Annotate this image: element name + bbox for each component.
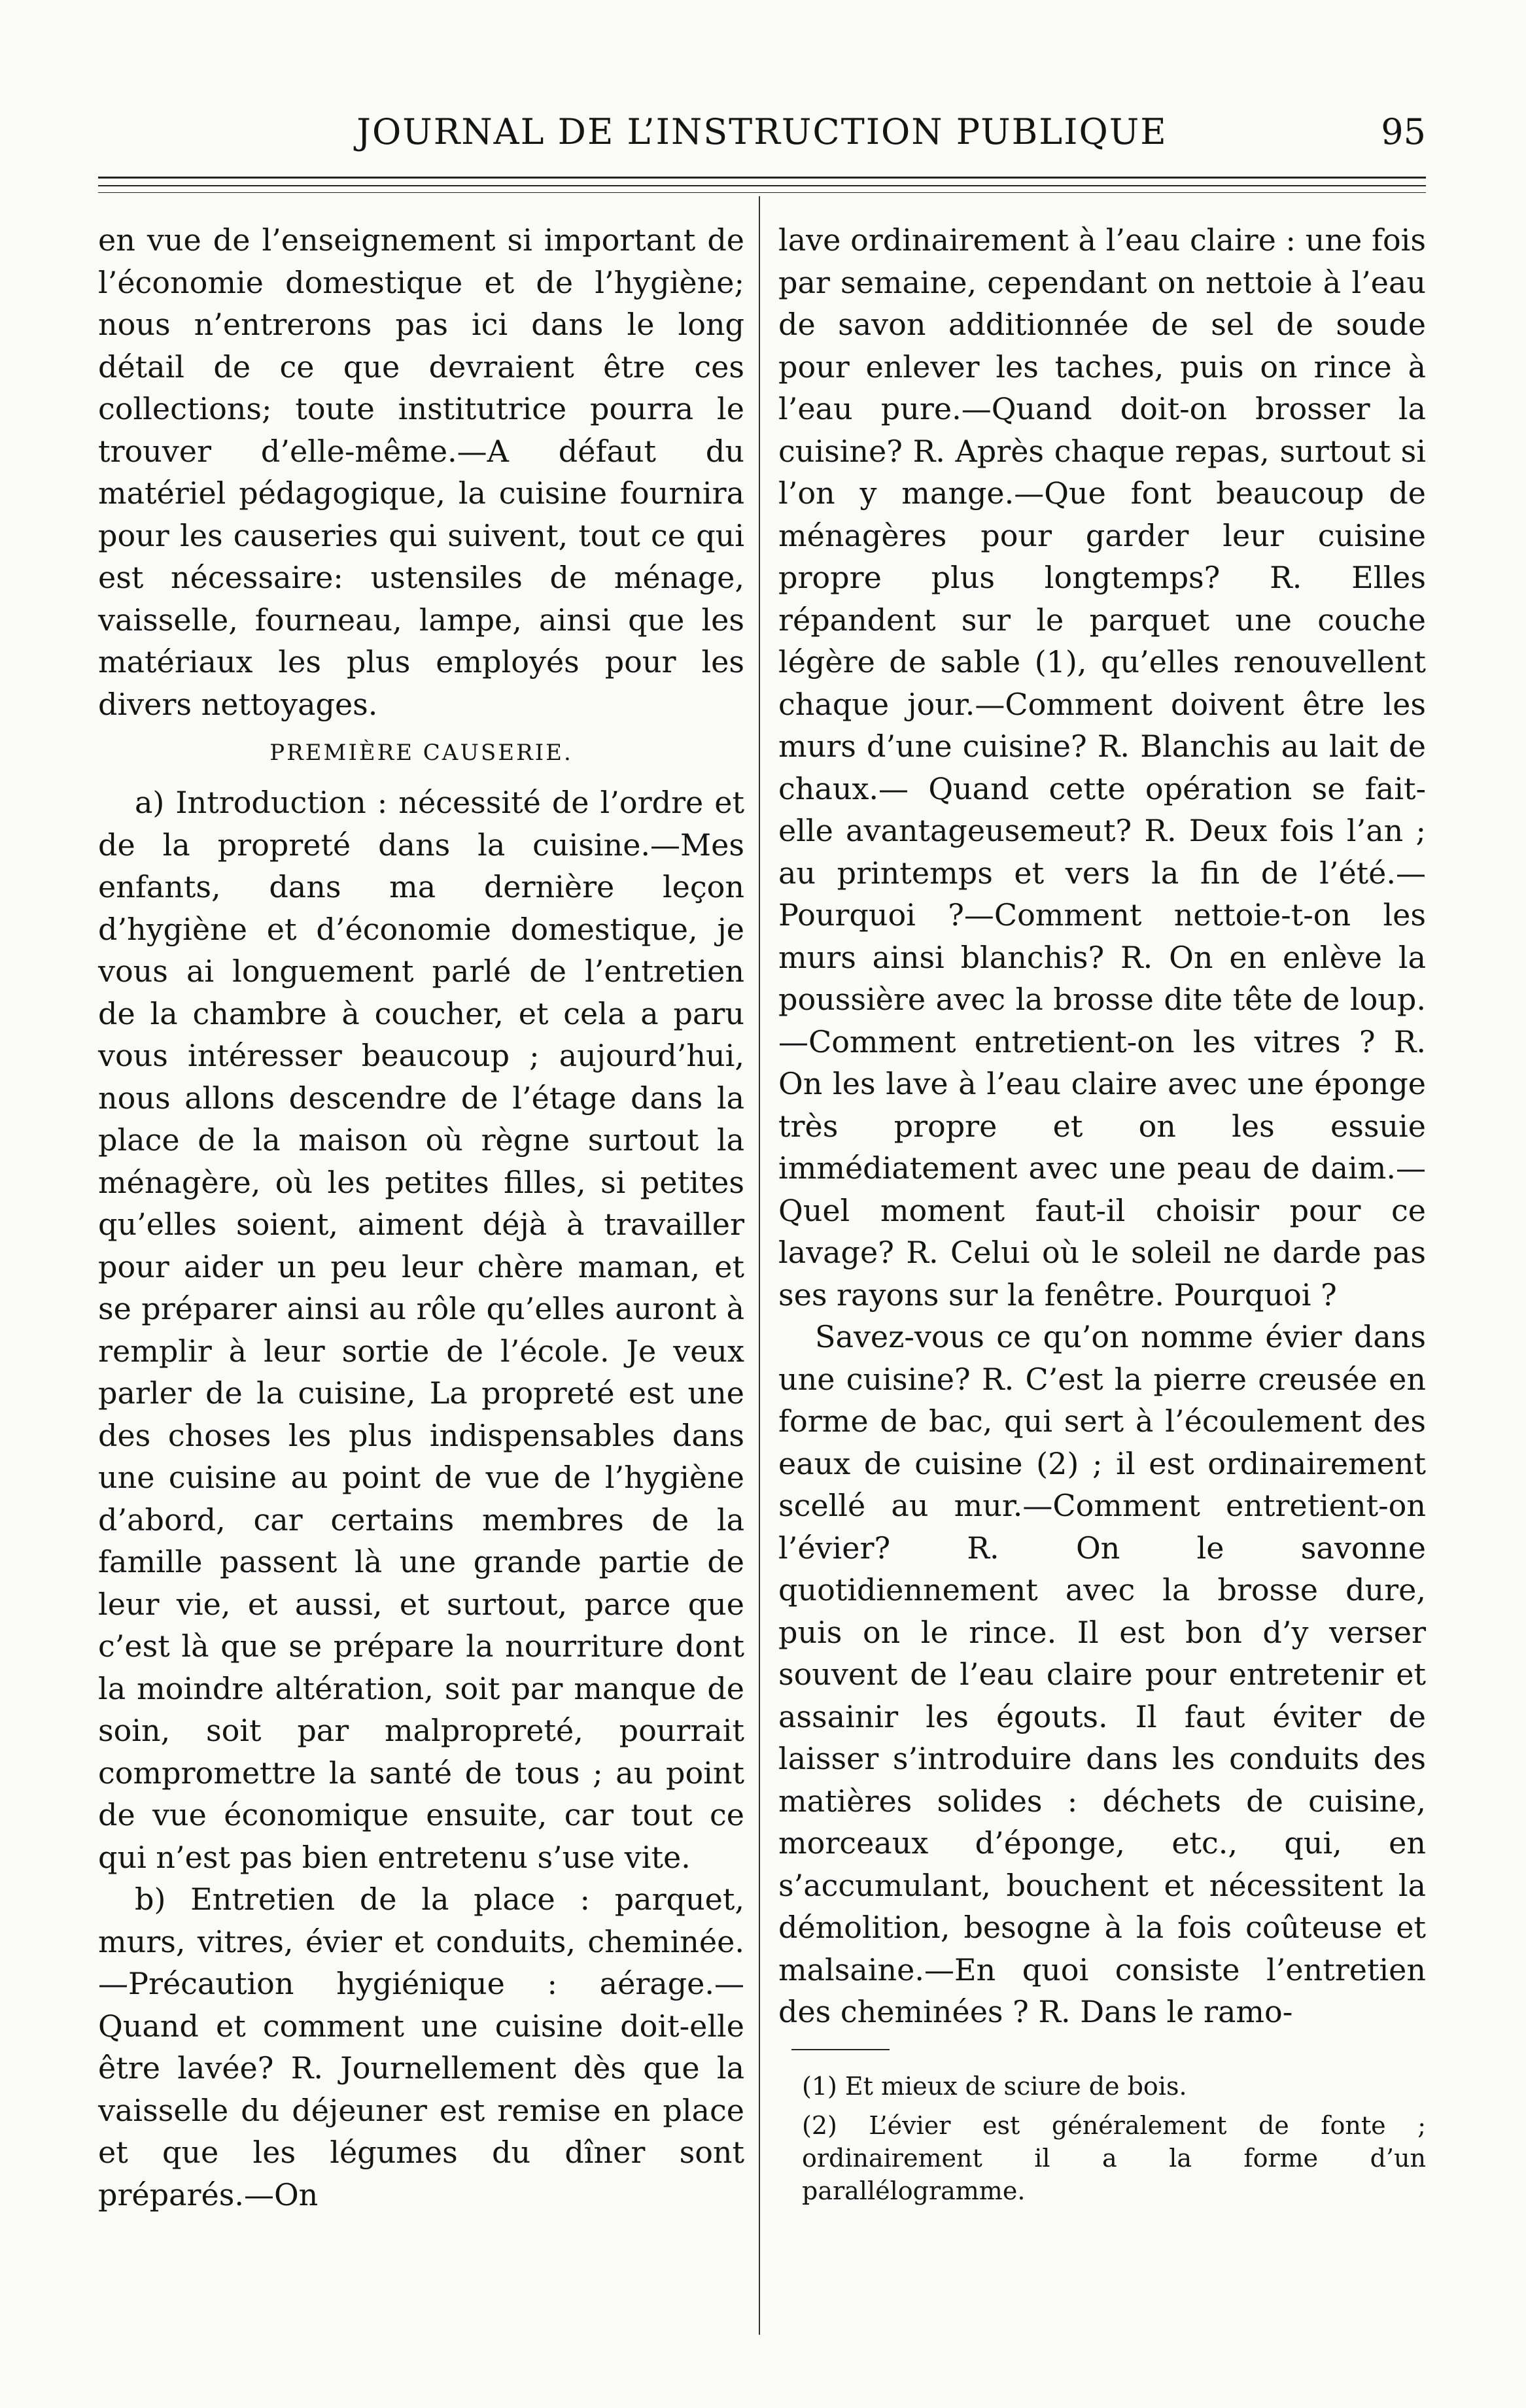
- right-paragraph-lavage: lave ordinairement à l’eau claire : une fois par semaine, cependant on nettoie à l’eau de savon additionnée de sel de soude pour enlever les taches, puis on rince à l’eau pure.—Quand doit-on brosser la cuisine? R. Après chaque repas, surtout si l’on y mange.—Que font beaucoup de ménagères pour garder leur cuisine propre plus longtemps? R. Elles répandent sur le parquet une couche légère de sable (1), qu’elles renouvellent chaque jour.—Comment doivent être les murs d’une cuisine? R. Blanchis au lait de chaux.— Quand cette opération se fait-elle avantageusemeut? R. Deux fois l’an ; au printemps et vers la fin de l’été.—Pourquoi ?—Comment nettoie-t-on les murs ainsi blanchis? R. On en enlève la poussière avec la brosse dite tête de loup.—Comment entretient-on les vitres ? R. On les lave à l’eau claire avec une éponge très propre et on les essuie immédiatement avec une peau de daim.—Quel moment faut-il choisir pour ce lavage? R. Celui où le soleil ne darde pas ses rayons sur la fenêtre. Pourquoi ?: [778, 222, 1426, 1313]
- page-header: [98, 111, 1426, 163]
- section-heading: PREMIÈRE CAUSERIE.: [269, 740, 573, 766]
- column-divider: [759, 196, 760, 2335]
- header-rule-thin: [98, 192, 1426, 193]
- left-column: [98, 219, 744, 2216]
- header-rule-thick: [98, 177, 1426, 179]
- footnote-1: (1) Et mieux de sciure de bois.: [802, 2071, 1187, 2101]
- footnote-rule: [791, 2049, 890, 2050]
- right-column: [778, 219, 1426, 2214]
- page-number: 95: [1381, 111, 1426, 152]
- journal-title: JOURNAL DE L’INSTRUCTION PUBLIQUE: [356, 111, 1168, 152]
- left-paragraph-entretien: b) Entretien de la place : parquet, murs, vitres, évier et conduits, cheminée. —Précaution hygiénique : aérage.—Quand et comment une cuisine doit-elle être lavée? R. Journellement dès que la vaisselle du déjeuner est remise en place et que les légumes du dîner sont préparés.—On: [98, 1882, 744, 2212]
- right-paragraph-evier: Savez-vous ce qu’on nomme évier dans une cuisine? R. C’est la pierre creusée en forme de bac, qui sert à l’écoulement des eaux de cuisine (2) ; il est ordinairement scellé au mur.—Comment entretient-on l’évier? R. On le savonne quotidiennement avec la brosse dure, puis on le rince. Il est bon d’y verser souvent de l’eau claire pour entretenir et assainir les égouts. Il faut éviter de laisser s’introduire dans les conduits des matières solides : déchets de cuisine, morceaux d’éponge, etc., qui, en s’accumulant, bouchent et nécessitent la démolition, besogne à la fois coûteuse et malsaine.—En quoi consiste l’entretien des cheminées ? R. Dans le ramo-: [778, 1319, 1426, 2029]
- left-paragraph-intro: en vue de l’enseignement si important de l’économie domestique et de l’hygiène; nous n’entrerons pas ici dans le long détail de ce que devraient être ces collections; toute institutrice pourra le trouver d’elle-même.—A défaut du matériel pédagogique, la cuisine fournira pour les causeries qui suivent, tout ce qui est nécessaire: ustensiles de ménage, vaisselle, fourneau, lampe, ainsi que les matériaux les plus employés pour les divers nettoyages.: [98, 222, 744, 722]
- left-paragraph-introduction: a) Introduction : nécessité de l’ordre et de la propreté dans la cuisine.—Mes enfants, dans ma dernière leçon d’hygiène et d’économie domestique, je vous ai longuement parlé de l’entretien de la chambre à coucher, et cela a paru vous intéresser beaucoup ; aujourd’hui, nous allons descendre de l’étage dans la place de la maison où règne surtout la ménagère, où les petites filles, si petites qu’elles soient, aiment déjà à travailler pour aider un peu leur chère maman, et se préparer ainsi au rôle qu’elles auront à remplir à leur sortie de l’école. Je veux parler de la cuisine, La propreté est une des choses les plus indispensables dans une cuisine au point de vue de l’hygiène d’abord, car certains membres de la famille passent là une grande partie de leur vie, et aussi, et surtout, parce que c’est là que se prépare la nourriture dont la moindre altération, soit par manque de soin, soit par malpropreté, pourrait compromettre la santé de tous ; au point de vue économique ensuite, car tout ce qui n’est pas bien entretenu s’use vite.: [98, 785, 744, 1875]
- header-rule-middle: [98, 185, 1426, 186]
- footnote-2: (2) L’évier est généralement de fonte ; ordinairement il a la forme d’un parallélogramme.: [802, 2110, 1426, 2205]
